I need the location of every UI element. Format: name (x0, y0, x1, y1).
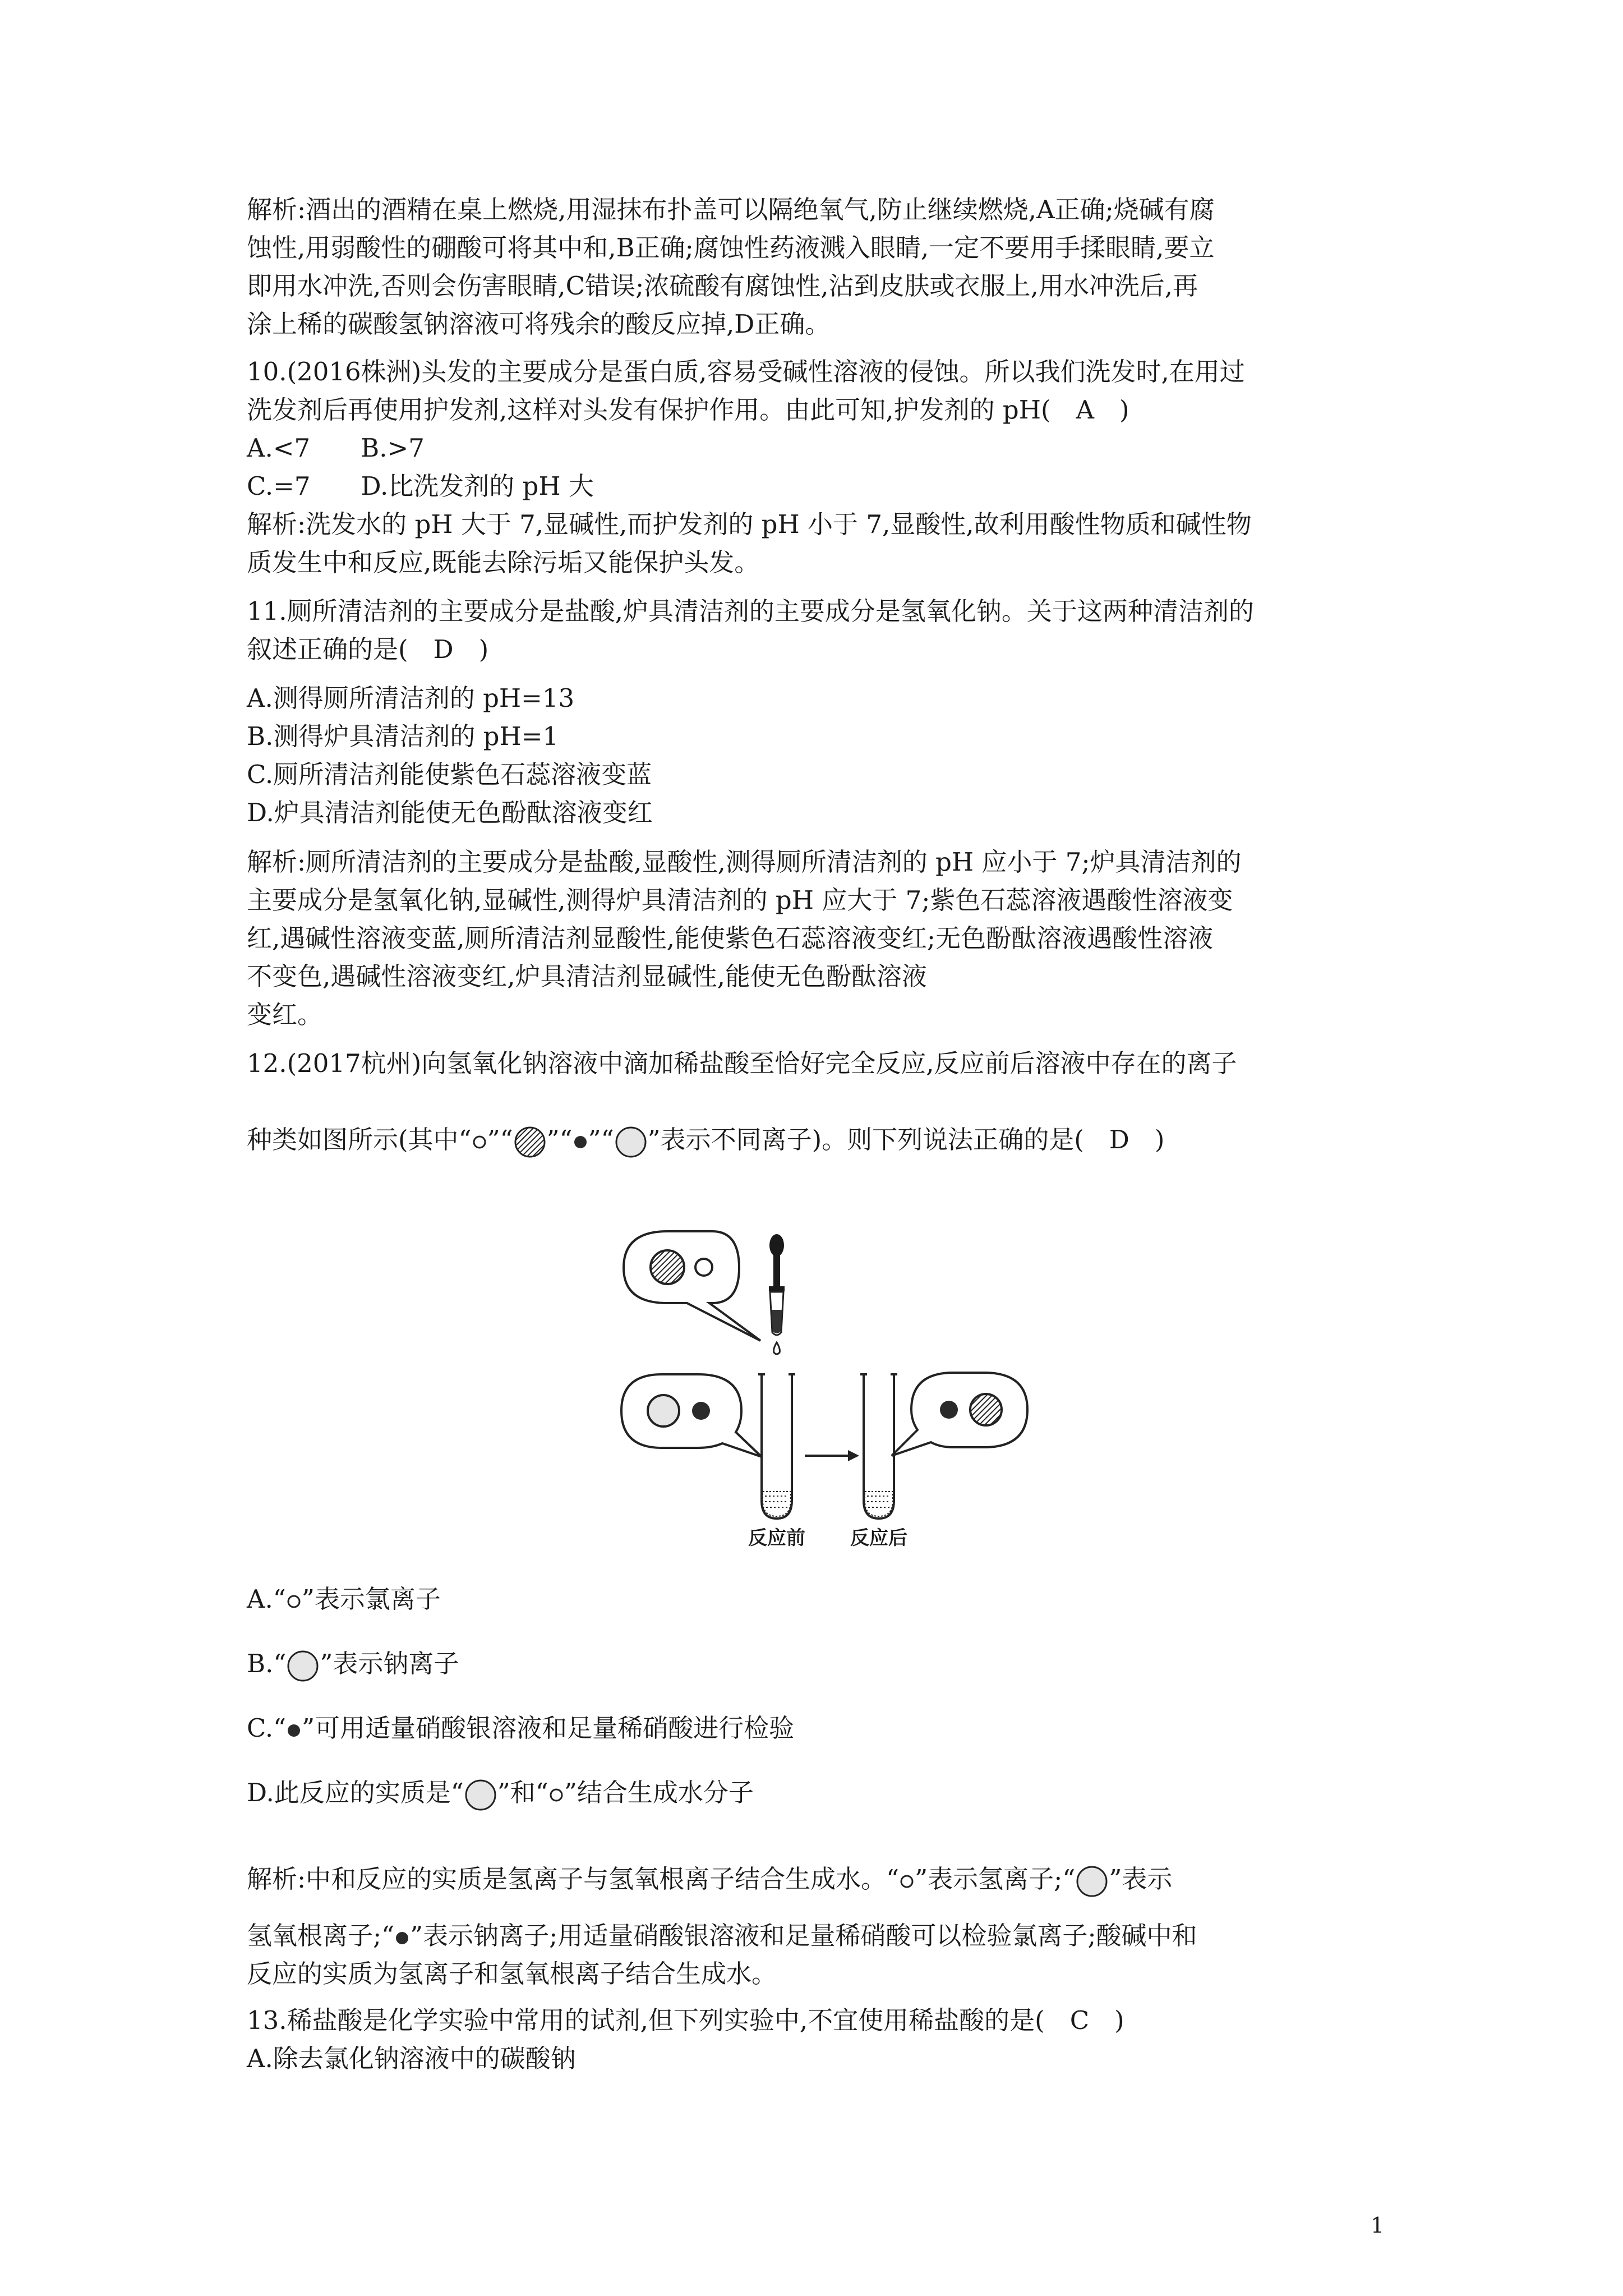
large-gray-circle-icon (464, 1778, 497, 1812)
q10-options-ab: A.<7 B.>7 (247, 433, 425, 463)
q11-option-d: D.炉具清洁剂能使无色酚酞溶液变红 (247, 798, 653, 827)
q12-stem-line-1: 12.(2017杭州)向氢氧化钠溶液中滴加稀盐酸至恰好完全反应,反应前后溶液中存在的离子 (247, 1048, 1237, 1078)
q10-stem-line-1: 10.(2016株洲)头发的主要成分是蛋白质,容易受碱性溶液的侵蚀。所以我们洗发时,在用过 (247, 357, 1245, 386)
q10-stem-line-2: 洗发剂后再使用护发剂,这样对头发有保护作用。由此可知,护发剂的 pH( A ) (247, 395, 1129, 425)
gray-ion-icon (648, 1395, 679, 1427)
small-white-circle-icon (899, 1874, 915, 1889)
large-gray-circle-icon (614, 1125, 648, 1159)
q11-stem-line-1: 11.厕所清洁剂的主要成分是盐酸,炉具清洁剂的主要成分是氢氧化钠。关于这两种清洁剂的 (247, 596, 1254, 626)
q11-option-c: C.厕所清洁剂能使紫色石蕊溶液变蓝 (247, 760, 652, 789)
black-circle-icon (573, 1134, 588, 1150)
test-tube-after (860, 1374, 897, 1519)
q12-explanation-line-3: 反应的实质为氢离子和氢氧根离子结合生成水。 (247, 1959, 777, 1989)
q13-stem: 13.稀盐酸是化学实验中常用的试剂,但下列实验中,不宜使用稀盐酸的是( C ) (247, 2005, 1124, 2035)
reaction-diagram (611, 1226, 1038, 1551)
q12-option-a: A.“ ”表示氯离子 (247, 1584, 441, 1614)
q11-explanation-line-2: 主要成分是氢氧化钠,显碱性,测得炉具清洁剂的 pH 应大于 7;紫色石蕊溶液遇酸性溶液变 (247, 885, 1233, 915)
small-white-circle-icon (286, 1594, 302, 1609)
q11-explanation-line-5: 变红。 (247, 1000, 323, 1029)
q11-stem-line-2: 叙述正确的是( D ) (247, 634, 489, 664)
q11-explanation-line-4: 不变色,遇碱性溶液变红,炉具清洁剂显碱性,能使无色酚酞溶液 (247, 961, 927, 991)
test-tube-before (758, 1374, 795, 1519)
q11-explanation-line-1: 解析:厕所清洁剂的主要成分是盐酸,显酸性,测得厕所清洁剂的 pH 应小于 7;炉具清洁剂的 (247, 847, 1242, 877)
q9-explanation-line-1: 解析:酒出的酒精在桌上燃烧,用湿抹布扑盖可以隔绝氧气,防止继续燃烧,A正确;烧碱有腐 (247, 195, 1215, 224)
q11-option-b: B.测得炉具清洁剂的 pH=1 (247, 721, 559, 751)
large-gray-circle-icon (1075, 1865, 1109, 1898)
q12-explanation-line-2: 氢氧根离子;“ ”表示钠离子;用适量硝酸银溶液和足量稀硝酸可以检验氯离子;酸碱中和 (247, 1921, 1197, 1950)
small-white-circle-icon (548, 1787, 564, 1803)
black-ion-icon (692, 1402, 710, 1420)
q11-explanation-line-3: 红,遇碱性溶液变蓝,厕所清洁剂显酸性,能使紫色石蕊溶液变红;无色酚酞溶液遇酸性溶液 (247, 923, 1214, 953)
page-number: 1 (1371, 2213, 1385, 2238)
q9-explanation-line-3: 即用水冲洗,否则会伤害眼睛,C错误;浓硫酸有腐蚀性,沾到皮肤或衣服上,用水冲洗后,再 (247, 271, 1198, 301)
hatched-circle-icon (513, 1125, 547, 1159)
q11-option-a: A.测得厕所清洁剂的 pH=13 (247, 683, 575, 713)
q12-option-c: C.“ ”可用适量硝酸银溶液和足量稀硝酸进行检验 (247, 1713, 795, 1743)
left-speech-bubble (621, 1374, 762, 1457)
q10-explanation-line-1: 解析:洗发水的 pH 大于 7,显碱性,而护发剂的 pH 小于 7,显酸性,故利用酸性物质和碱性物 (247, 509, 1252, 539)
small-white-ion-icon (695, 1259, 712, 1276)
top-speech-bubble (624, 1231, 760, 1341)
q12-option-d: D.此反应的实质是“ ”和“ ”结合生成水分子 (247, 1777, 754, 1812)
dropper-icon (769, 1234, 785, 1354)
q12-option-b: B.“ ”表示钠离子 (247, 1648, 459, 1683)
q10-options-cd: C.=7 D.比洗发剂的 pH 大 (247, 471, 594, 501)
large-gray-circle-icon (286, 1649, 320, 1683)
q13-option-a: A.除去氯化钠溶液中的碳酸钠 (247, 2044, 576, 2073)
black-ion-icon (940, 1401, 958, 1419)
q9-explanation-line-4: 涂上稀的碳酸氢钠溶液可将残余的酸反应掉,D正确。 (247, 309, 831, 339)
q10-explanation-line-2: 质发生中和反应,既能去除污垢又能保护头发。 (247, 547, 760, 577)
hatched-ion-icon (651, 1250, 684, 1284)
black-circle-icon (394, 1930, 410, 1946)
before-label: 反应前 (748, 1527, 805, 1549)
small-white-circle-icon (472, 1134, 487, 1150)
black-circle-icon (286, 1723, 302, 1738)
right-speech-bubble (892, 1373, 1027, 1456)
q9-explanation-line-2: 蚀性,用弱酸性的硼酸可将其中和,B正确;腐蚀性药液溅入眼睛,一定不要用手揉眼睛,要立 (247, 233, 1215, 263)
after-label: 反应后 (850, 1527, 907, 1549)
hatched-ion-icon (970, 1394, 1002, 1425)
q12-explanation-line-1: 解析:中和反应的实质是氢离子与氢氧根离子结合生成水。“ ”表示氢离子;“ ”表示 (247, 1864, 1172, 1898)
q12-stem-line-2: 种类如图所示(其中“ ”“ ”“ ”“ ”表示不同离子)。则下列说法正确的是( D ) (247, 1124, 1164, 1159)
reaction-arrow (805, 1450, 859, 1461)
